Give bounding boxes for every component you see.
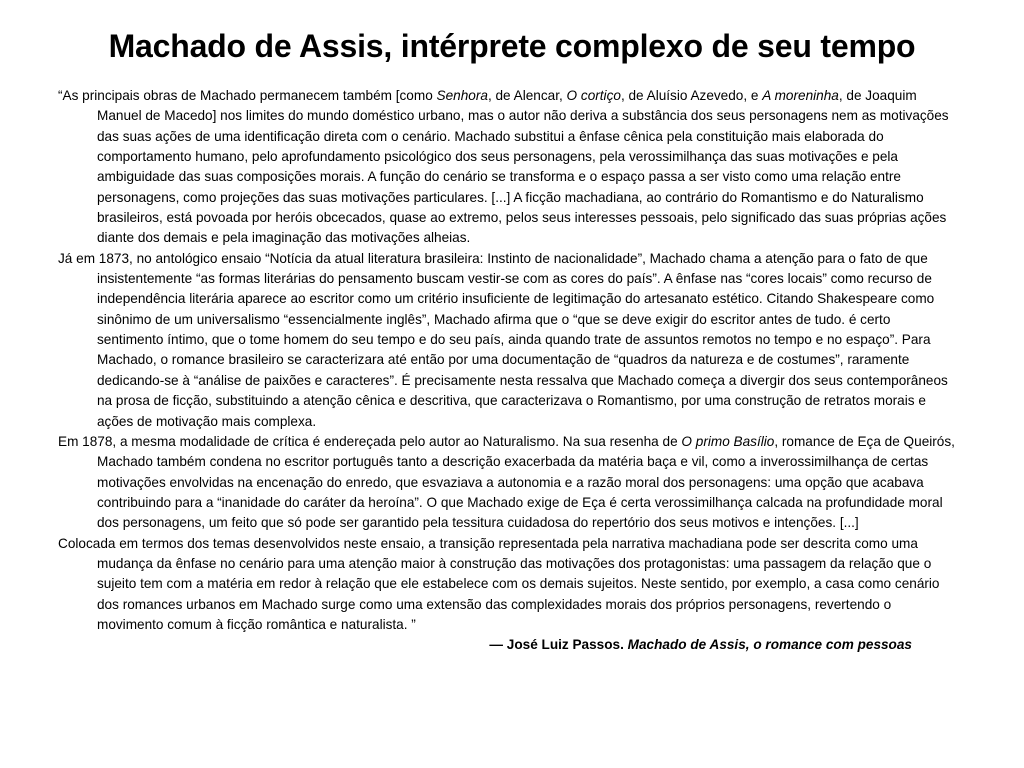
slide-title: Machado de Assis, intérprete complexo de seu tempo [108, 28, 916, 64]
paragraph-2 [58, 249, 960, 432]
attribution-author: — José Luiz Passos. [489, 637, 628, 653]
paragraph-text: Em 1878, a mesma modalidade de crítica é endereçada pelo autor ao Naturalismo. Na sua resenha de [58, 433, 682, 449]
paragraph-text: Já em 1873, no antológico ensaio “Notícia da atual literatura brasileira: Instinto de nacionalidade”, Machado chama a atenção para o fato de que insistentemente “as formas literárias do pensamento buscam vestir-se com as cores do país”. A ênfase nas “cores locais” como recurso de independência literária aparece ao escritor como um critério insuficiente de legitimação do artesanato estético. Citando Shakespeare como sinônimo de um universalismo “essencialmente inglês”, Machado afirma que o “que se deve exigir do escritor antes de tudo. é certo sentimento íntimo, que o tome homem do seu tempo e do seu país, ainda quando trate de assuntos remotos no tempo e no espaço”. Para Machado, o romance brasileiro se caracterizara até então por uma documentação de “quadros da natureza e de costumes”, raramente dedicando-se à “análise de paixões e caracteres”. É precisamente nesta ressalva que Machado começa a divergir dos seus contemporâneos na prosa de ficção, substituindo a atenção cênica e descritiva, que caracterizava o Romantismo, por uma construção de retratos morais e ações de motivação mais complexa. [58, 250, 948, 429]
paragraph-text: , de Alencar, [487, 88, 567, 103]
paragraph-3 [58, 432, 960, 534]
paragraph-text: , de Aluísio Azevedo, e [620, 88, 763, 103]
paragraph-text: Colocada em termos dos temas desenvolvidos neste ensaio, a transição representada pela narrativa machadiana pode ser descrita como uma mudança da ênfase no cenário para uma atenção maior à construção das motivações dos protagonistas: uma passagem da relação que o sujeito tem com a matéria em redor à relação que ele estabelece com os demais sujeitos. Neste sentido, por exemplo, a casa como cenário dos romances urbanos em Machado surge como uma extensão das complexidades morais dos próprios personagens, revertendo o movimento comum à ficção romântica e naturalista. ” [58, 535, 940, 632]
quote-body [58, 86, 960, 656]
attribution-book-title: Machado de Assis, o romance com pessoas [627, 637, 912, 653]
paragraph-text: , de Joaquim Manuel de Macedo] nos limites do mundo doméstico urbano, mas o autor não deriva a substância dos seus personagens nem as motivações das suas ações de uma identificação direta com o cenário. Machado substitui a ênfase cênica pela constituição mais elaborada do comportamento humano, pelo aprofundamento psicológico dos seus personagens, pela verossimilhança das suas motivações e pela ambiguidade das suas composições morais. A função do cenário se transforma e o espaço passa a ser visto como uma relação entre personagens, como projeções das suas motivações particulares. [...] A ficção machadiana, ao contrário do Romantismo e do Naturalismo brasileiros, está povoada por heróis obcecados, quase ao extremo, pelos seus interesses pessoais, pelo significado das suas próprias ações diante dos demais e pela imaginação das motivações alheias. [97, 88, 949, 246]
paragraph-1 [58, 86, 960, 249]
work-title-senhora: Senhora [436, 88, 488, 103]
paragraph-text: “As principais obras de Machado permanecem também [como [58, 88, 437, 103]
work-title-o-cortico: O cortiço [566, 88, 621, 103]
work-title-a-moreninha: A moreninha [762, 88, 839, 103]
paragraph-text: , romance de Eça de Queirós, Machado também condena no escritor português tanto a descrição exacerbada da matéria baça e vil, como a inverossimilhança de certas motivações envolvidas na encenação do enredo, que esvaziava a autonomia e a razão moral dos personagens: uma opção que acabava contribuindo para a “inanidade do caráter da heroína”. O que Machado exige de Eça é certa verossimilhança calcada na profundidade moral dos personagens, um feito que só pode ser garantido pela tessitura cuidadosa do repertório dos seus motivos e intenções. [...] [97, 433, 955, 531]
attribution [58, 635, 960, 655]
work-title-o-primo-basilio: O primo Basílio [681, 433, 775, 449]
paragraph-4 [58, 534, 960, 636]
